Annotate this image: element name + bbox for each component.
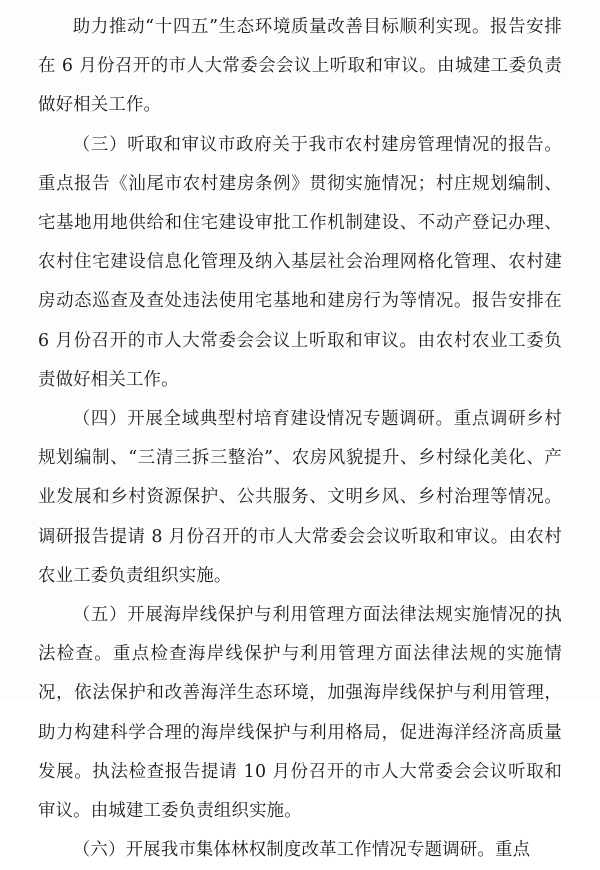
- paragraph-continued: 助力推动“十四五”生态环境质量改善目标顺利实现。报告安排在 6 月份召开的市人大常委会会议上听取和审议。由城建工委负责做好相关工作。: [38, 17, 562, 116]
- document-body: [38, 8, 562, 870]
- paragraph-item-3: （三）听取和审议市政府关于我市农村建房管理情况的报告。重点报告《汕尾市农村建房条例》贯彻实施情况；村庄规划编制、宅基地用地供给和住宅建设审批工作机制建设、不动产登记办理、农村住宅建设信息化管理及纳入基层社会治理网格化管理、农村建房动态巡查及查处违法使用宅基地和建房行为等情况。报告安排在 6 月份召开的市人大常委会会议上听取和审议。由农村农业工委负责做好相关工作。: [38, 134, 562, 390]
- paragraph-item-6: （六）开展我市集体林权制度改革工作情况专题调研。重点: [72, 840, 531, 861]
- paragraph-item-5: （五）开展海岸线保护与利用管理方面法律法规实施情况的执法检查。重点检查海岸线保护与利用管理方面法律法规的实施情况，依法保护和改善海洋生态环境，加强海岸线保护与利用管理，助力构建科学合理的海岸线保护与利用格局，促进海洋经济高质量发展。执法检查报告提请 10 月份召开的市人大常委会会议听取和审议。由城建工委负责组织实施。: [38, 605, 562, 822]
- paragraph-item-4: （四）开展全域典型村培育建设情况专题调研。重点调研乡村规划编制、“三清三拆三整治”、农房风貌提升、乡村绿化美化、产业发展和乡村资源保护、公共服务、文明乡风、乡村治理等情况。调研报告提请 8 月份召开的市人大常委会会议听取和审议。由农村农业工委负责组织实施。: [38, 409, 562, 586]
